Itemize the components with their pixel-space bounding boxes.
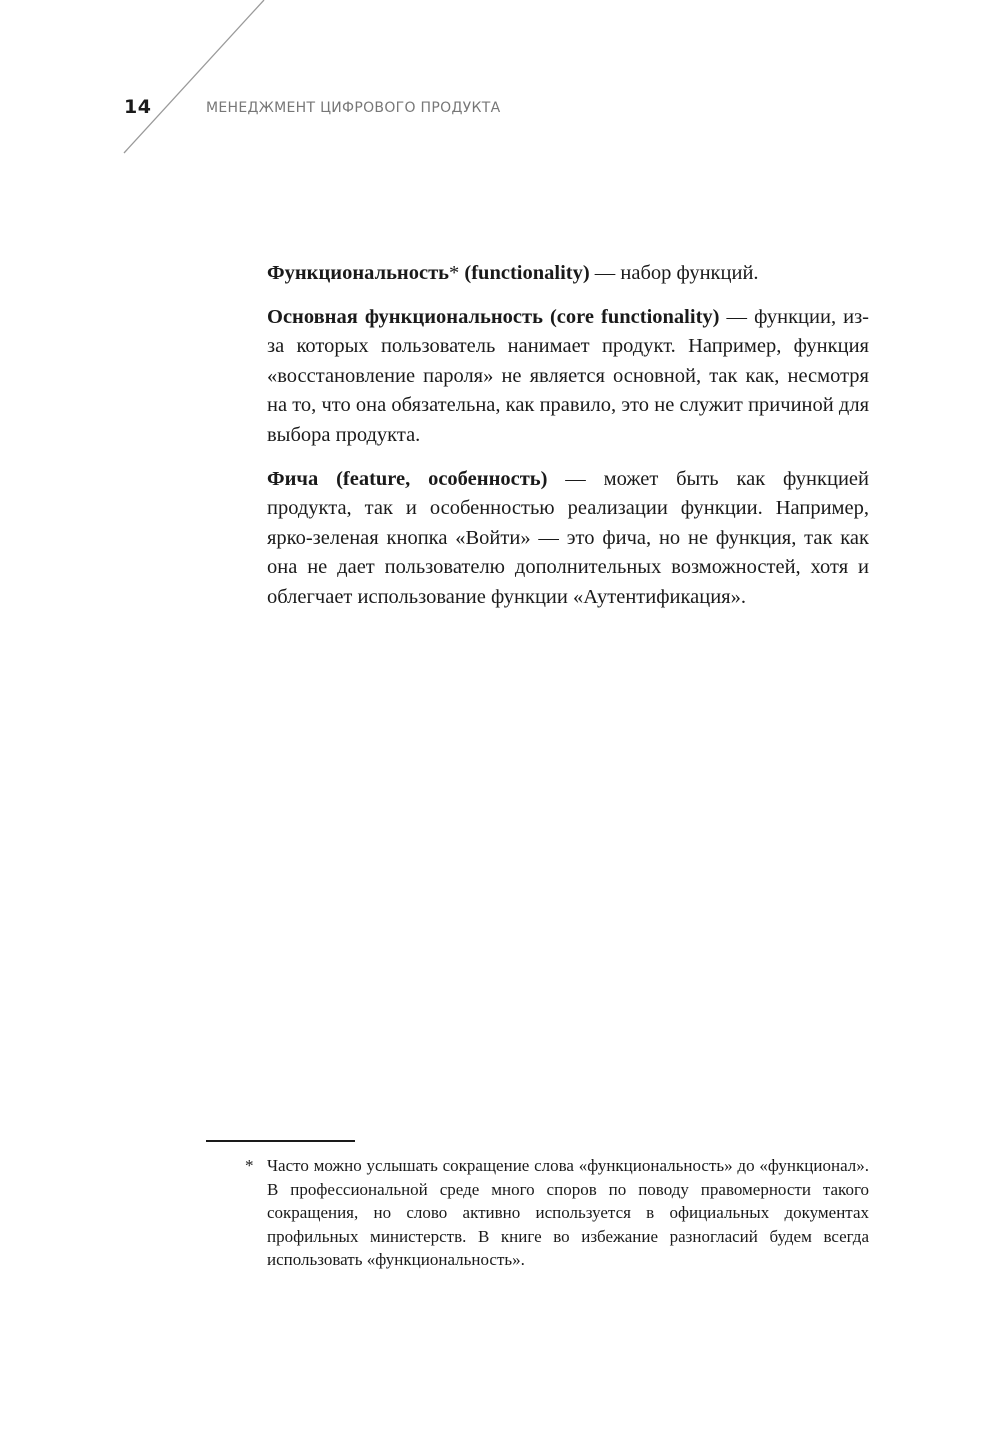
definition-paragraph	[267, 465, 869, 613]
running-title: МЕНЕДЖМЕНТ ЦИФРОВОГО ПРОДУКТА	[206, 100, 501, 116]
definition-term: Фича (feature, особенность)	[267, 467, 548, 490]
definition-text: — набор функций.	[589, 262, 759, 284]
definition-paragraph	[267, 303, 869, 451]
footnote-mark: *	[245, 1156, 254, 1175]
definition-text: — функции, из-за которых пользователь нанимает продукт. Например, функция «восстановление пароля» не является основной, так как, несмотря на то, что она обязательна, как правило, это не служит причиной для выбора продукта.	[267, 305, 870, 446]
footnote-reference: *	[449, 262, 460, 284]
footnote-text: Часто можно услышать сокращение слова «функциональность» до «функционал». В профессиональной среде много споров по поводу правомерности такого сокращения, но слово активно используется в официальных документах профильных министерств. В книге во избежание разногласий будем всегда использовать «функциональность».	[267, 1156, 869, 1269]
definition-term: Основная функциональность (core functionality)	[267, 305, 720, 328]
page-number: 14	[124, 96, 152, 118]
definition-term: Функциональность	[267, 262, 450, 284]
definition-paragraph	[267, 259, 869, 289]
definition-text: — может быть как функцией продукта, так и особенностью реализации функции. Например, ярко-зеленая кнопка «Войти» — это фича, но не функция, так как она не дает пользователю дополнительных возможностей, хотя и облегчает использование функции «Аутентификация».	[267, 467, 869, 608]
definitions-body	[267, 259, 869, 627]
footnote-separator	[206, 1140, 355, 1142]
footnote	[245, 1154, 869, 1272]
definition-term-tail: (functionality)	[459, 262, 590, 284]
